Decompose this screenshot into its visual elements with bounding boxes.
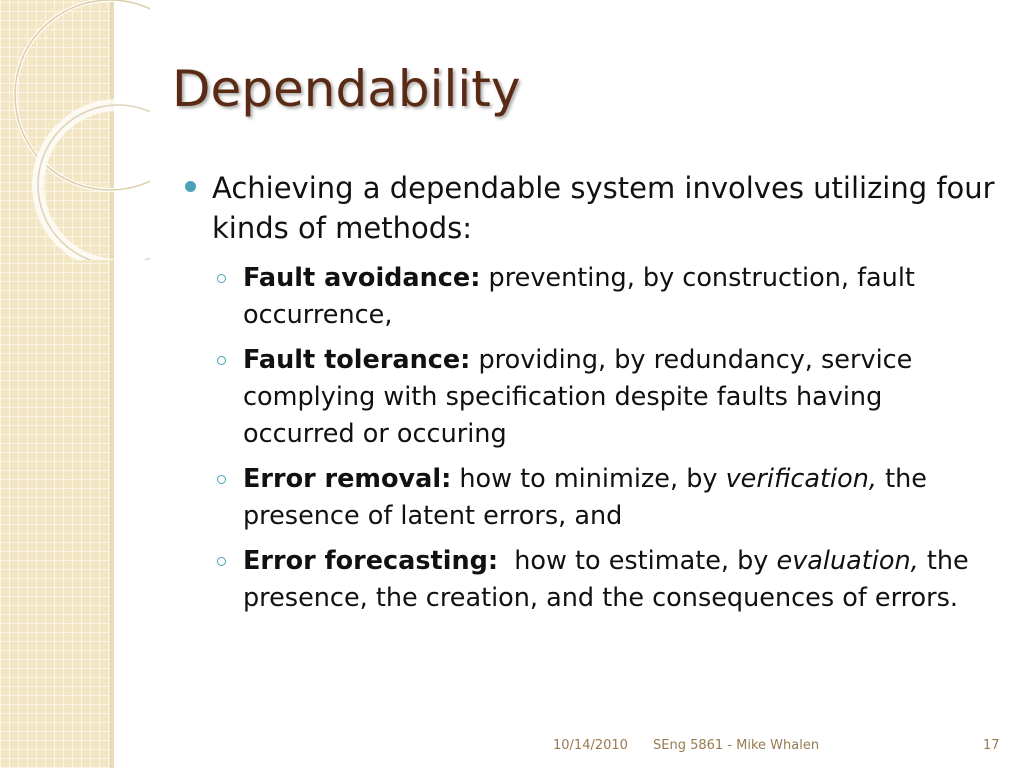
sub-bullet-text-pre: how to minimize, by — [451, 464, 726, 494]
sub-bullet-term: Fault avoidance: — [243, 263, 481, 293]
slide-content — [185, 168, 995, 625]
sub-bullet-term: Error removal: — [243, 464, 452, 494]
slide-title: Dependability — [172, 60, 521, 118]
bullet-ring-icon — [217, 475, 226, 484]
sub-bullet-text: providing, by redundancy, service complying with specification despite faults having occurred or occuring — [243, 345, 913, 449]
sub-bullet-fault-tolerance — [185, 342, 995, 453]
decorative-circles — [0, 0, 150, 260]
sub-bullet-list — [185, 260, 995, 617]
bullet-ring-icon — [217, 557, 226, 566]
footer-course: SEng 5861 - Mike Whalen — [653, 738, 820, 753]
sub-bullet-error-forecasting — [185, 543, 995, 617]
sub-bullet-term: Fault tolerance: — [243, 345, 471, 375]
sub-bullet-error-removal — [185, 461, 995, 535]
bullet-ring-icon — [217, 274, 226, 283]
footer-date: 10/14/2010 — [553, 738, 628, 753]
main-bullet-text: Achieving a dependable system involves utilizing four kinds of methods: — [212, 171, 995, 245]
sub-bullet-text-post: the presence, the creation, and the consequences of errors. — [243, 546, 969, 613]
sub-bullet-text: preventing, by construction, fault occurrence, — [243, 263, 915, 330]
main-bullet — [185, 168, 995, 248]
sub-bullet-text-post: the presence of latent errors, and — [243, 464, 927, 531]
sub-bullet-emphasis: verification, — [725, 464, 878, 494]
bullet-ring-icon — [217, 356, 226, 365]
sub-bullet-emphasis: evaluation, — [776, 546, 919, 576]
sub-bullet-text-pre: how to estimate, by — [498, 546, 777, 576]
bullet-dot-icon — [185, 181, 196, 192]
sub-bullet-term: Error forecasting: — [243, 546, 499, 576]
sub-bullet-fault-avoidance — [185, 260, 995, 334]
footer-page-number: 17 — [983, 738, 1000, 753]
